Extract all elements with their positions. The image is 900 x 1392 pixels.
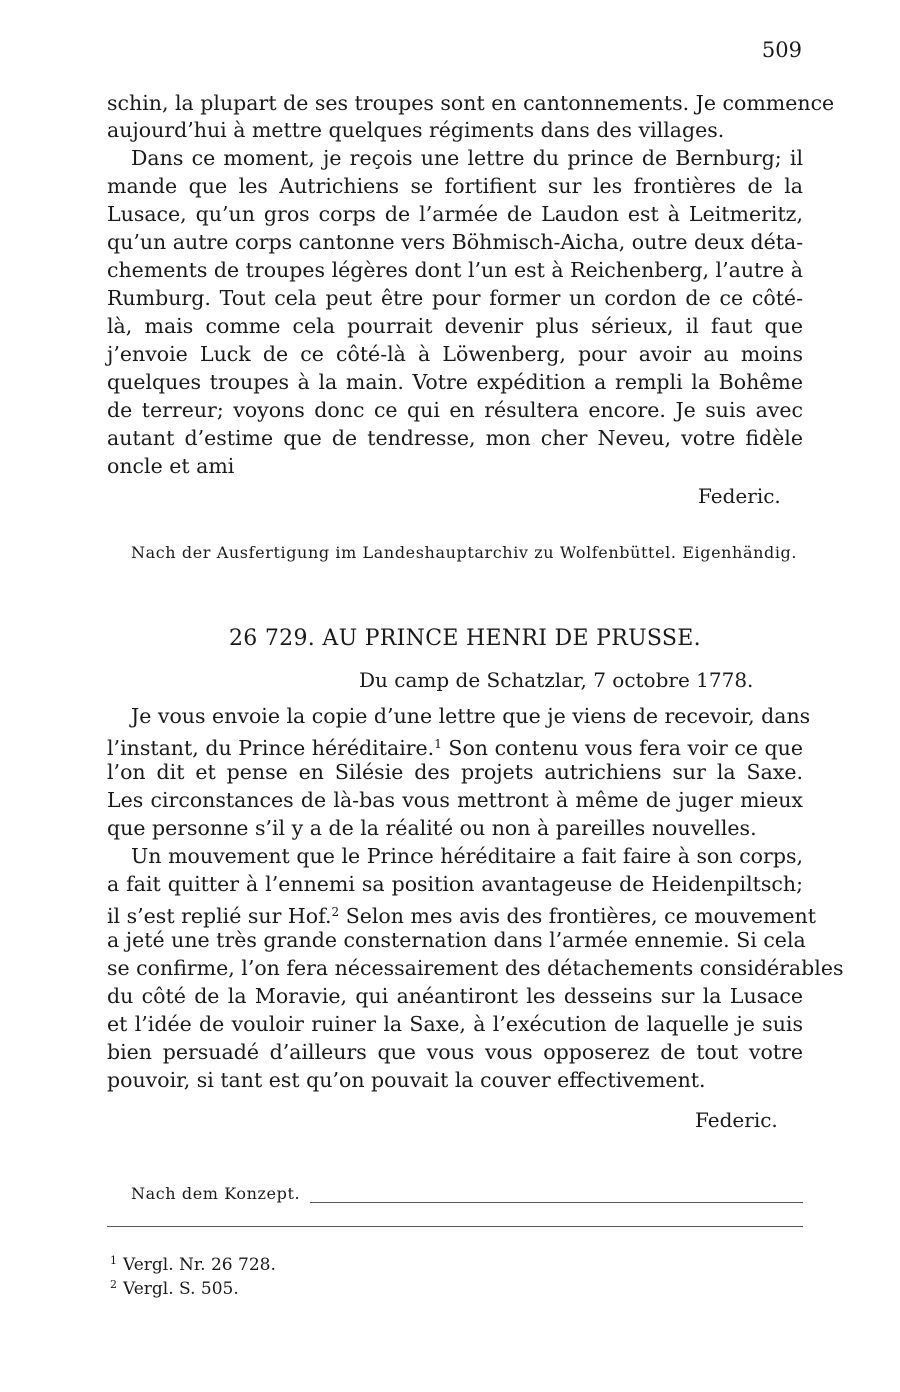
text-line: là, mais comme cela pourrait devenir plus sérieux, il faut que bbox=[107, 314, 803, 338]
divider-rule bbox=[310, 1202, 803, 1203]
text-line: l’on dit et pense en Silésie des projets autrichiens sur la Saxe. bbox=[107, 760, 803, 784]
signature: Federic. bbox=[698, 484, 781, 508]
footnote-mark: 2 bbox=[110, 1278, 117, 1291]
text-fragment: Selon mes avis des frontières, ce mouvement bbox=[339, 904, 816, 928]
footnote bbox=[110, 1278, 239, 1299]
text-line: a jeté une très grande consternation dans l’armée ennemie. Si cela bbox=[107, 928, 806, 952]
text-line: bien persuadé d’ailleurs que vous vous opposerez de tout votre bbox=[107, 1040, 803, 1064]
text-line: Je vous envoie la copie d’une lettre que je viens de recevoir, dans bbox=[131, 704, 811, 728]
text-line: j’envoie Luck de ce côté-là à Löwenberg, pour avoir au moins bbox=[107, 342, 803, 366]
text-line: pouvoir, si tant est qu’on pouvait la couver effectivement. bbox=[107, 1068, 706, 1092]
text-line: aujourd’hui à mettre quelques régiments dans des villages. bbox=[107, 118, 725, 142]
source-note: Nach der Ausfertigung im Landeshauptarchiv zu Wolfenbüttel. Eigenhändig. bbox=[131, 543, 798, 562]
text-line: et l’idée de vouloir ruiner la Saxe, à l’exécution de laquelle je suis bbox=[107, 1012, 803, 1036]
letter-number: 26 729. bbox=[229, 626, 316, 651]
letter-heading bbox=[229, 626, 701, 651]
text-line: que personne s’il y a de la réalité ou non à pareilles nouvelles. bbox=[107, 816, 757, 840]
text-line: oncle et ami bbox=[107, 454, 235, 478]
signature: Federic. bbox=[695, 1108, 778, 1132]
text-line: quelques troupes à la main. Votre expédition a rempli la Bohême bbox=[107, 370, 803, 394]
text-line: Dans ce moment, je reçois une lettre du prince de Bernburg; il bbox=[131, 146, 803, 170]
text-line bbox=[107, 731, 803, 762]
page-number: 509 bbox=[761, 38, 802, 62]
text-fragment: il s’est replié sur Hof. bbox=[107, 904, 332, 928]
footnote-text: Vergl. S. 505. bbox=[123, 1279, 239, 1299]
text-line bbox=[107, 899, 816, 930]
text-line: Lusace, qu’un gros corps de l’armée de Laudon est à Leitmeritz, bbox=[107, 202, 803, 226]
text-line: Un mouvement que le Prince héréditaire a fait faire à son corps, bbox=[131, 844, 803, 868]
letter-recipient: AU PRINCE HENRI DE PRUSSE. bbox=[322, 626, 701, 651]
footnote bbox=[110, 1254, 276, 1275]
text-line: chements de troupes légères dont l’un est à Reichenberg, l’autre à bbox=[107, 258, 803, 282]
text-line: schin, la plupart de ses troupes sont en cantonnements. Je commence bbox=[107, 91, 835, 115]
text-fragment: l’instant, du Prince héréditaire. bbox=[107, 736, 435, 760]
text-line: autant d’estime que de tendresse, mon cher Neveu, votre fidèle bbox=[107, 426, 803, 450]
text-line: a fait quitter à l’ennemi sa position avantageuse de Heidenpiltsch; bbox=[107, 872, 803, 896]
footnote-rule bbox=[107, 1226, 803, 1227]
text-line: mande que les Autrichiens se fortifient sur les frontières de la bbox=[107, 174, 803, 198]
footnote-mark: 1 bbox=[434, 737, 442, 751]
text-line: du côté de la Moravie, qui anéantiront les desseins sur la Lusace bbox=[107, 984, 803, 1008]
dateline: Du camp de Schatzlar, 7 octobre 1778. bbox=[359, 668, 754, 692]
text-line: Les circonstances de là-bas vous mettront à même de juger mieux bbox=[107, 788, 803, 812]
text-line: se confirme, l’on fera nécessairement des détachements considérables bbox=[107, 956, 844, 980]
footnote-mark: 1 bbox=[110, 1254, 117, 1267]
text-line: Rumburg. Tout cela peut être pour former un cordon de ce côté- bbox=[107, 286, 803, 310]
footnote-text: Vergl. Nr. 26 728. bbox=[123, 1255, 276, 1275]
source-note: Nach dem Konzept. bbox=[131, 1184, 301, 1203]
text-fragment: Son contenu vous fera voir ce que bbox=[441, 736, 803, 760]
text-line: qu’un autre corps cantonne vers Böhmisch-Aicha, outre deux déta- bbox=[107, 230, 804, 254]
text-line: de terreur; voyons donc ce qui en résultera encore. Je suis avec bbox=[107, 398, 803, 422]
footnote-mark: 2 bbox=[331, 905, 340, 919]
